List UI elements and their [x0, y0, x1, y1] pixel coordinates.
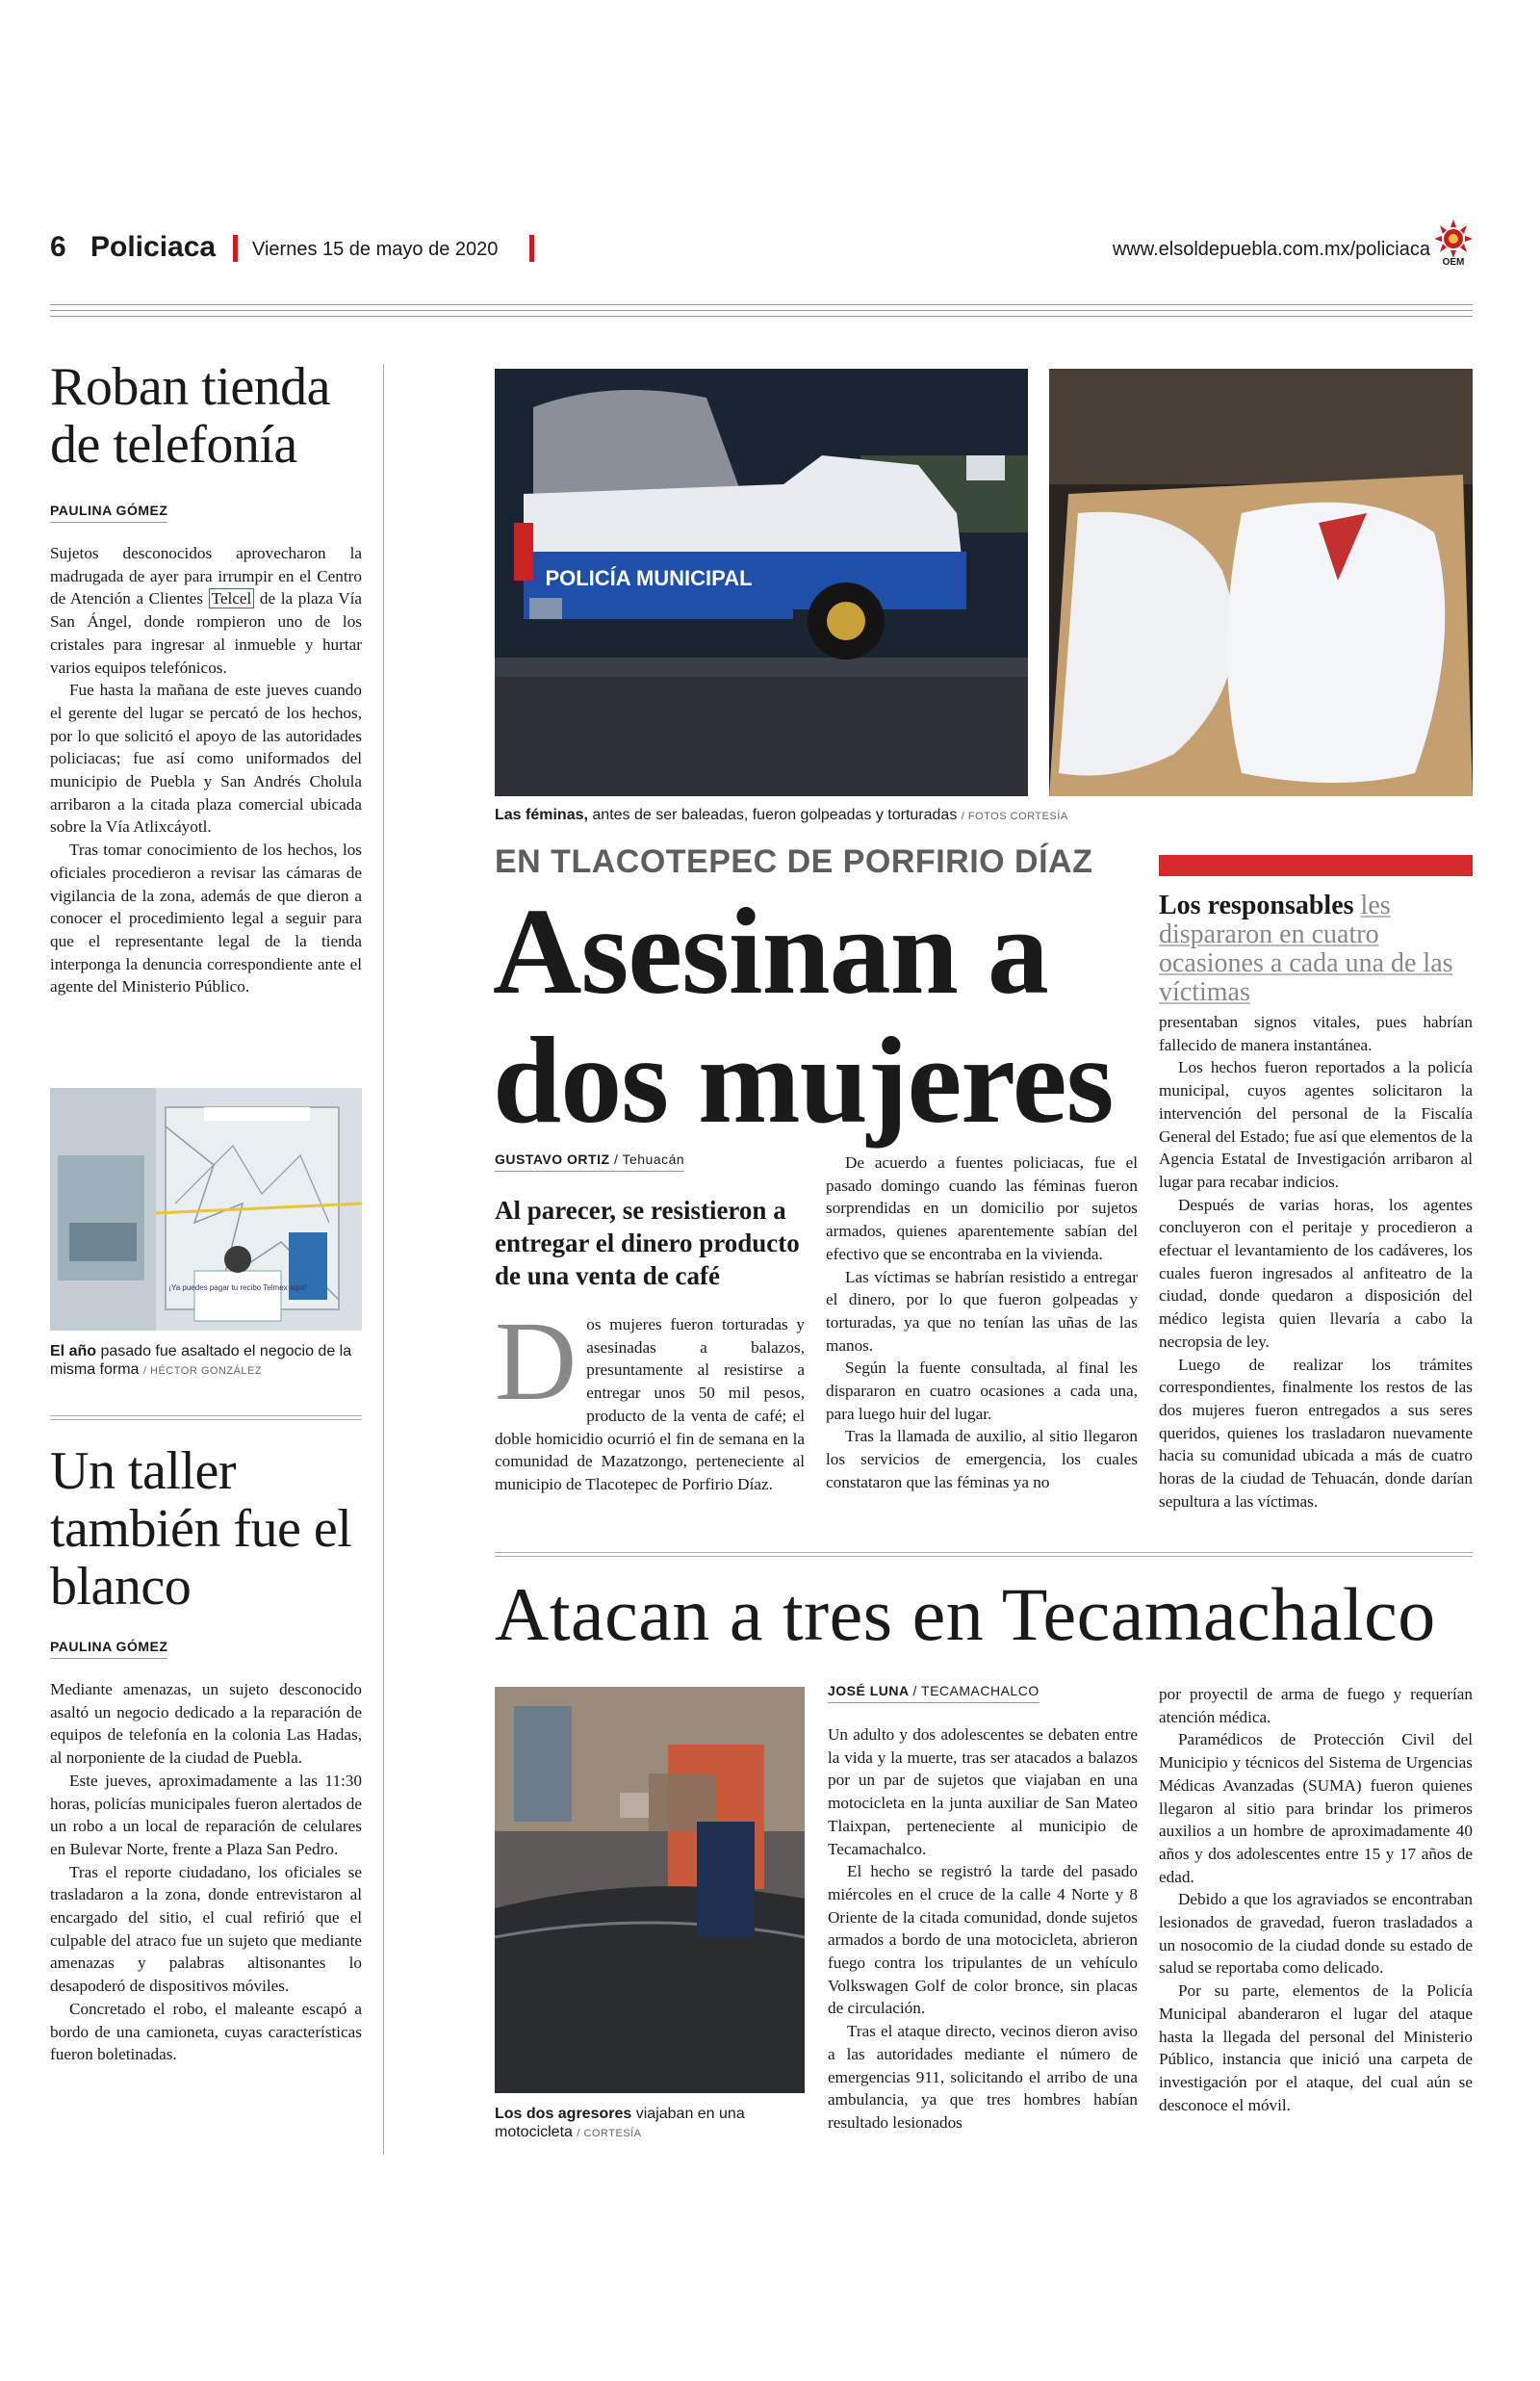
story-title: Un taller también fue el blanco — [50, 1441, 352, 1617]
section-name: Policiaca — [90, 231, 217, 263]
svg-text:OEM: OEM — [1442, 257, 1465, 266]
byline: GUSTAVO ORTIZ / Tehuacán — [495, 1152, 684, 1172]
column-divider — [383, 364, 384, 2155]
page-number: 6 — [50, 231, 66, 263]
headline-line-1: Asesinan a — [493, 883, 1048, 1020]
byline: PAULINA GÓMEZ — [50, 503, 167, 523]
photo-caption: Las féminas, antes de ser baleadas, fueron golpeadas y torturadas / FOTOS CORTESÍA — [495, 807, 1068, 823]
story-roban-tienda — [50, 358, 362, 998]
police-truck-photo — [495, 369, 1028, 796]
story-body: Sujetos desconocidos aprovecharon la madrugada de ayer para irrumpir en el Centro de Atención a Clientes Telcel de la plaza Vía San Ángel, donde rompieron uno de los cristales para ingresar al inmueble y hurtar varios equipos telefónicos. Fue hasta la mañana de este jueves cuando el gerente del lugar se percató de los hechos, por lo que solicitó el apoyo de las autoridades policiacas; fue así como uniformados del municipio de Puebla y San Andrés Cholula arribaron a la citada plaza comercial ubicada sobre la Vía Atlixcáyotl. Tras tomar conocimiento de los hechos, los oficiales procedieron a revisar las cámaras de vigilancia de la zona, además de que dieron a conocer el procedimiento legal a seguir para que el representante legal de la tienda interponga la denuncia correspondiente ante el agente del Ministerio Público. — [50, 544, 363, 996]
bottom-col-2: por proyectil de arma de fuego y requerían atención médica. Paramédicos de Protección Civil del Municipio y técnicos del Sistema de Urgencias Médicas Avanzadas (SUMA) fueron quienes llegaron al sitio para brindar los primeros auxilios a un hombre de aproximadamente 40 años y dos adolescentes entre 15 y 17 años de edad. Debido a que los agraviados se encontraban lesionados de gravedad, fueron trasladados a un nosocomio de la ciudad donde su estado de salud se reportaba como delicado. Por su parte, elementos de la Policía Municipal abanderaron el lugar del ataque hasta la llegada del personal del Ministerio Público, instancia que inició una carpeta de investigación por el ataque, del cual aún se desconoce el móvil. — [1159, 1685, 1473, 2114]
story-title: Roban tienda de telefonía — [50, 357, 331, 475]
store-photo-caption: El año pasado fue asaltado el negocio de la misma forma / HÉCTOR GONZÁLEZ — [50, 1343, 352, 1378]
byline: PAULINA GÓMEZ — [50, 1639, 167, 1659]
subheadline: Al parecer, se resistieron a entregar el dinero producto de una venta de café — [495, 1196, 800, 1290]
separator-bar — [529, 235, 534, 262]
kicker: EN TLACOTEPEC DE PORFIRIO DÍAZ — [495, 843, 1093, 880]
story-body: Mediante amenazas, un sujeto desconocido asaltó un negocio dedicado a la reparación de equipos de telefonía en la colonia Las Hadas, al norponiente de la ciudad de Puebla. Este jueves, aproximadamente a las 11:30 horas, policías municipales fueron alertados de un robo a un local de reparación de celulares en Bulevar Norte, frente a Plaza San Pedro. Tras el reporte ciudadano, los oficiales se trasladaron a la zona, donde entrevistaron al encargado del sitio, el cual refirió que el culpable del atraco fue un sujeto que mediante amenazas y palabras altisonantes lo desapoderó de dispositivos móviles. Concretado el robo, el maleante escapó a bordo de una camioneta, cuyas características fueron boletinadas. — [50, 1680, 362, 2064]
svg-text:¡Ya puedes pagar tu recibo Tel: ¡Ya puedes pagar tu recibo Telmex aquí! — [168, 1283, 307, 1292]
page-header — [50, 231, 1475, 270]
bottom-col-1: Un adulto y dos adolescentes se debaten entre la vida y la muerte, tras ser atacados a balazos por un par de sujetos que viajaban en una motocicleta en la junta auxiliar de San Mateo Tlaixpan, perteneciente al municipio de Tecamachalco. El hecho se registró la tarde del pasado miércoles en el cruce de la calle 4 Norte y 8 Oriente de la citada comunidad, donde sujetos armados a bordo de una motocicleta, abrieron fuego contra los tripulantes de un vehículo Volkswagen Golf de color bronce, sin placas de circulación. Tras el ataque directo, vecinos dieron aviso a las autoridades mediante el número de emergencias 911, solicitando el arribo de una ambulancia, ya que tres hombres habían resultado lesionados — [828, 1725, 1138, 2132]
separator-bar — [233, 235, 238, 262]
bottom-headline: Atacan a tres en Tecamachalco — [495, 1572, 1436, 1656]
telcel-highlight: Telcel — [209, 588, 255, 608]
car-photo-caption: Los dos agresores viajaban en una motocicleta / CORTESÍA — [495, 2106, 745, 2140]
sun-logo-icon — [1432, 220, 1475, 266]
pull-quote-bar — [1159, 855, 1473, 876]
story-taller — [50, 1442, 362, 2066]
headline-line-2: dos mujeres — [493, 1012, 1114, 1149]
main-col-2: De acuerdo a fuentes policiacas, fue el pasado domingo cuando las féminas fueron sorprendidas en un domicilio por sujetos armados, quienes aparentemente sabían del efectivo que se encontraba en la vivienda. Las víctimas se habrían resistido a entregar el dinero, por lo que fueron golpeadas y torturadas, ya que no tenían las uñas de las manos. Según la fuente consultada, al final les dispararon en cuatro ocasiones a cada una, para luego huir del lugar. Tras la llamada de auxilio, al sitio llegaron los servicios de emergencia, los cuales constataron que las féminas ya no — [826, 1153, 1138, 1491]
byline: JOSÉ LUNA / TECAMACHALCO — [828, 1683, 1040, 1703]
car-photo — [495, 1687, 805, 2093]
main-col-1: Dos mujeres fueron torturadas y asesinadas a balazos, presuntamente al resistirse a entregar unos 50 mil pesos, producto de la venta de café; el doble homicidio ocurrió el fin de semana en la comunidad de Mazatzongo, perteneciente al municipio de Tlacotepec de Porfirio Díaz. — [495, 1298, 805, 1493]
main-col-3: presentaban signos vitales, pues habrían fallecido de manera instantánea. Los hechos fueron reportados a la policía municipal, cuyos agentes solicitaron la intervención del personal de la Fiscalía General del Estado; fue así que elementos de la Agencia Estatal de Investigación arribaron al lugar para recabar indicios. Después de varias horas, los agentes concluyeron con el peritaje y procedieron a efectuar el levantamiento de los cadáveres, los cuales fueron ingresados al anfiteatro de la ciudad, donde quedaron a disposición del médico legista quien llevaría a cabo la necropsia de ley. Luego de realizar los trámites correspondientes, finalmente los restos de las dos mujeres fueron entregados a sus seres queridos, quienes los trasladaron nuevamente hacia su comunidad ubicada a más de cuatro horas de la ciudad de Tehuacán, donde darían sepultura a las víctimas. — [1159, 1013, 1473, 1511]
store-photo — [50, 1088, 362, 1331]
issue-date: Viernes 15 de mayo de 2020 — [252, 239, 499, 260]
svg-text:POLICÍA MUNICIPAL: POLICÍA MUNICIPAL — [545, 566, 753, 590]
section-url[interactable]: www.elsoldepuebla.com.mx/policiaca — [1112, 239, 1430, 260]
dropcap: D — [495, 1298, 578, 1424]
pull-quote: Los responsables les dispararon en cuatro ocasiones a cada una de las víctimas — [1159, 891, 1453, 1007]
bodies-photo — [1049, 369, 1473, 796]
